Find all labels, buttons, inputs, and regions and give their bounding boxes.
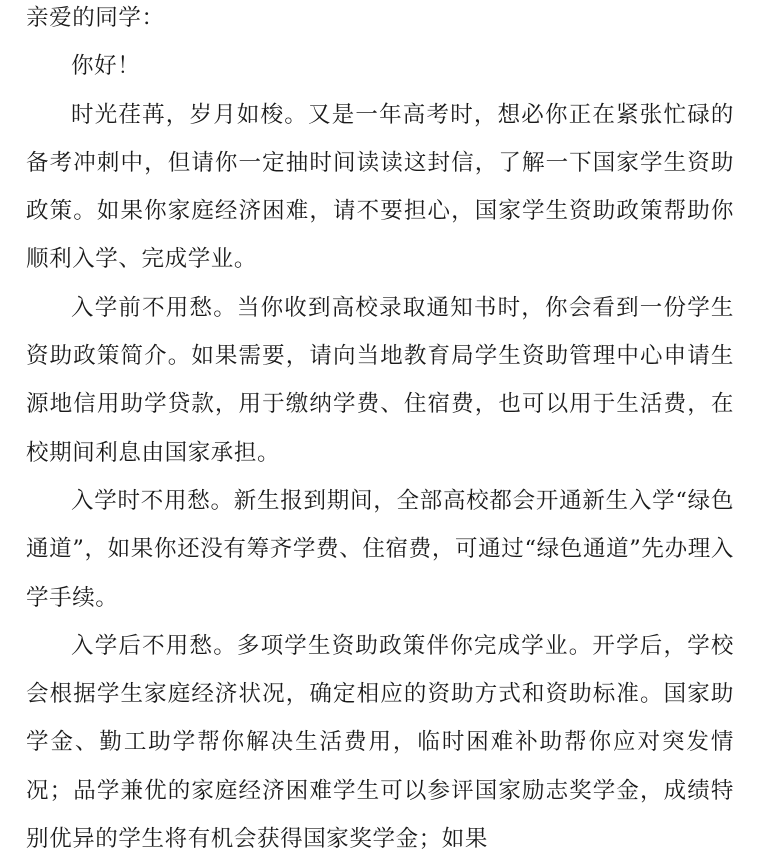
paragraph-after-enrollment: 入学后不用愁。多项学生资助政策伴你完成学业。开学后，学校会根据学生家庭经济状况，确定相应的资助方式和资助标准。国家助学金、勤工助学帮你解决生活费用，临时困难补助帮你应对突发情况；品学兼优的家庭经济困难学生可以参评国家励志奖学金，成绩特别优异的学生将有机会获得国家奖学金；如果 bbox=[26, 632, 734, 853]
salutation: 亲爱的同学： bbox=[26, 5, 165, 31]
greeting-hello: 你好！ bbox=[71, 53, 141, 80]
letter-document bbox=[26, 0, 734, 863]
paragraph-during-enrollment: 入学时不用愁。新生报到期间，全部高校都会开通新生入学“绿色通道”，如果你还没有筹齐学费、住宿费，可通过“绿色通道”先办理入学手续。 bbox=[26, 487, 734, 611]
paragraph-intro: 时光荏苒，岁月如梭。又是一年高考时，想必你正在紧张忙碌的备考冲刺中，但请你一定抽时间读读这封信，了解一下国家学生资助政策。如果你家庭经济困难，请不要担心，国家学生资助政策帮助你顺利入学、完成学业。 bbox=[26, 101, 734, 273]
paragraph-before-enrollment: 入学前不用愁。当你收到高校录取通知书时，你会看到一份学生资助政策简介。如果需要，请向当地教育局学生资助管理中心申请生源地信用助学贷款，用于缴纳学费、住宿费，也可以用于生活费，在校期间利息由国家承担。 bbox=[26, 294, 734, 466]
